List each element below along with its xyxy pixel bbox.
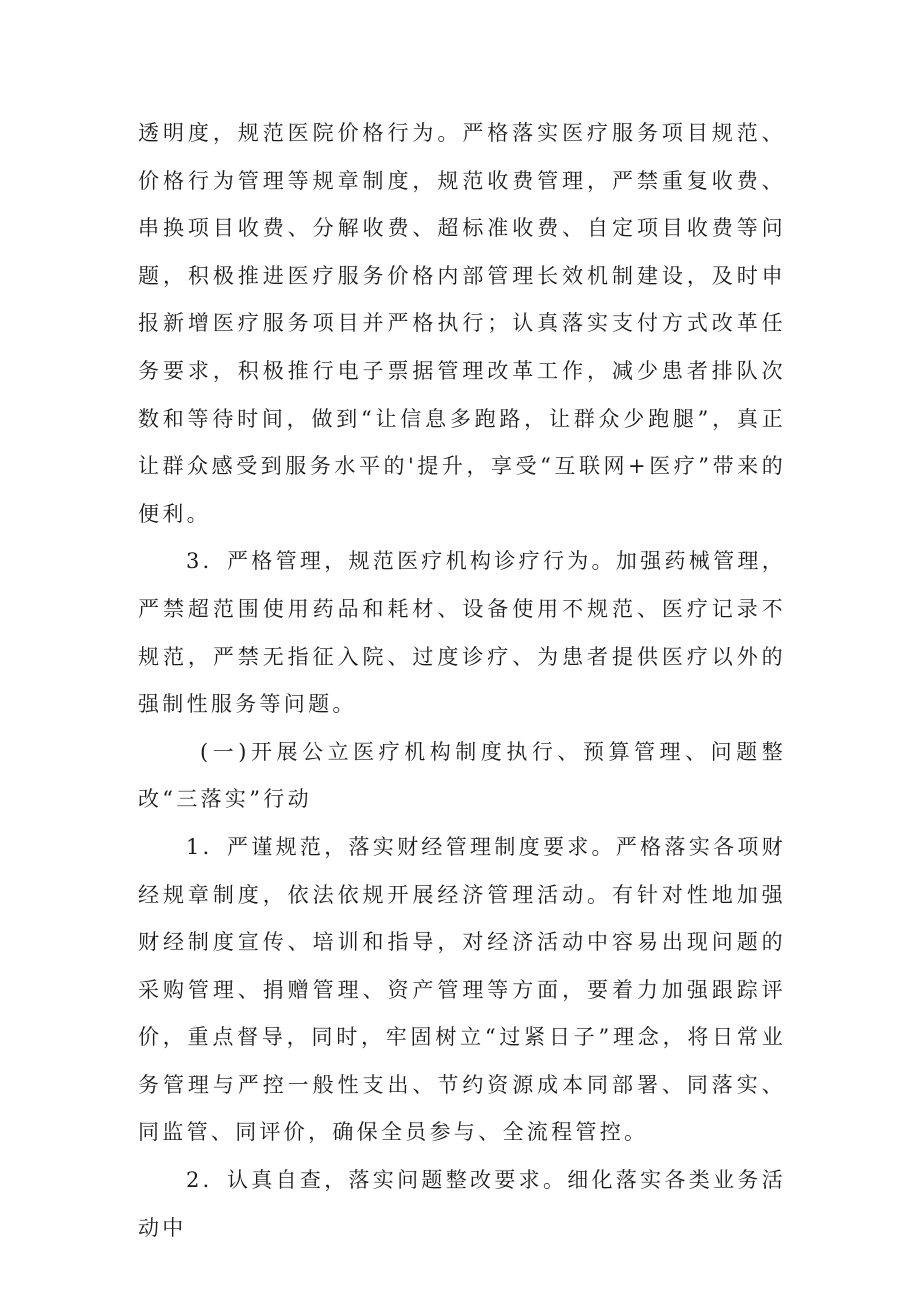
document-body <box>138 110 786 1252</box>
paragraph-price-behavior: 透明度，规范医院价格行为。严格落实医疗服务项目规范、价格行为管理等规章制度，规范收费管理，严禁重复收费、串换项目收费、分解收费、超标准收费、自定项目收费等问题，积极推进医疗服务价格内部管理长效机制建设，及时申报新增医疗服务项目并严格执行；认真落实支付方式改革任务要求，积极推行电子票据管理改革工作，减少患者排队次数和等待时间，做到“让信息多跑路，让群众少跑腿”，真正让群众感受到服务水平的'提升，享受“互联网+医疗”带来的便利。 <box>138 121 786 526</box>
paragraph-item-3-diagnosis: 3．严格管理，规范医疗机构诊疗行为。加强药械管理，严禁超范围使用药品和耗材、设备使用不规范、医疗记录不规范，严禁无指征入院、过度诊疗、为患者提供医疗以外的强制性服务等问题。 <box>138 549 786 717</box>
paragraph-item-1-finance: 1．严谨规范，落实财经管理制度要求。严格落实各项财经规章制度，依法依规开展经济管理活动。有针对性地加强财经制度宣传、培训和指导，对经济活动中容易出现问题的采购管理、捐赠管理、资产管理等方面，要着力加强跟踪评价，重点督导，同时，牢固树立“过紧日子”理念，将日常业务管理与严控一般性支出、节约资源成本同部署、同落实、同监管、同评价，确保全员参与、全流程管控。 <box>138 834 786 1145</box>
paragraph-item-2-self-check: 2．认真自查，落实问题整改要求。细化落实各类业务活动中 <box>138 1168 786 1240</box>
section-heading-three-implementations: (一)开展公立医疗机构制度执行、预算管理、问题整改“三落实”行动 <box>138 739 786 812</box>
